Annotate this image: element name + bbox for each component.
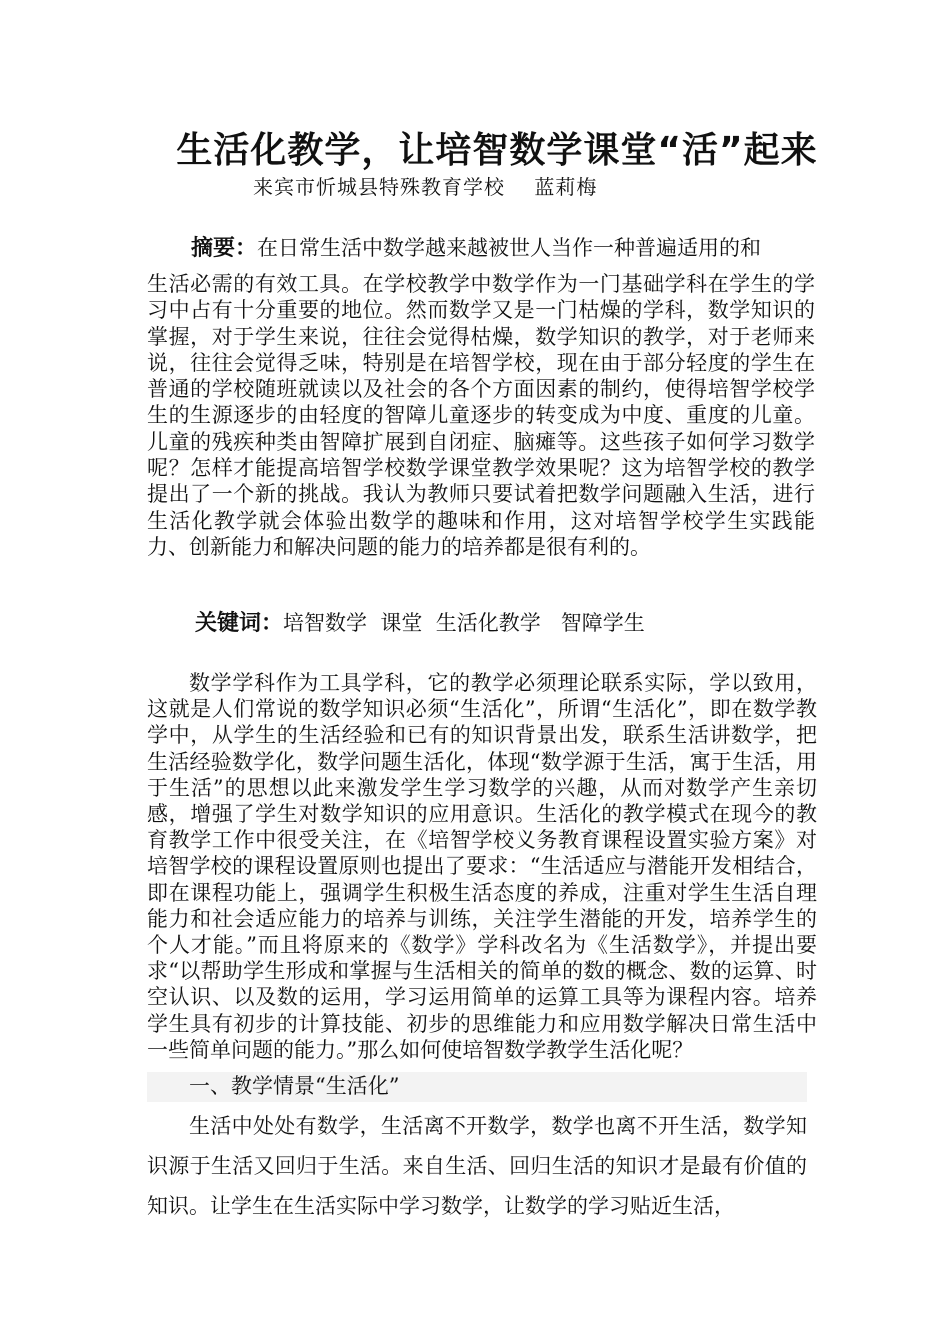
abstract-lead-line [147, 232, 815, 265]
keywords-text: 培智数学 课堂 生活化教学 智障学生 [283, 611, 645, 635]
abstract-text: 生活必需的有效工具。在学校教学中数学作为一门基础学科在学生的学习中占有十分重要的地位。然而数学又是一门枯燥的学科，数学知识的掌握，对于学生来说，往往会觉得枯燥，数学知识的教学，对于老师来说，往往会觉得乏味，特别是在培智学校，现在由于部分轻度的学生在普通的学校随班就读以及社会的各个方面因素的制约，使得培智学校学生的生源逐步的由轻度的智障儿童逐步的转变成为中度、重度的儿童。儿童的残疾种类由智障扩展到自闭症、脑瘫等。这些孩子如何学习数学呢？怎样才能提高培智学校数学课堂教学效果呢？这为培智学校的教学提出了一个新的挑战。我认为教师只要试着把数学问题融入生活，进行生活化教学就会体验出数学的趣味和作用，这对培智学校学生实践能力、创新能力和解决问题的能力的培养都是很有利的。 [147, 272, 815, 559]
section-paragraph: 生活中处处有数学，生活离不开数学，数学也离不开生活，数学知识源于生活又回归于生活。来自生活、回归生活的知识才是最有价值的知识。让学生在生活实际中学习数学，让数学的学习贴近生活， [147, 1114, 807, 1218]
keywords-line [195, 606, 645, 641]
intro-paragraph: 数学学科作为工具学科，它的教学必须理论联系实际，学以致用，这就是人们常说的数学知识必须“生活化”，所谓“生活化”，即在数学教学中，从学生的生活经验和已有的知识背景出发，联系生活讲数学，把生活经验数学化，数学问题生活化，体现“数学源于生活，寓于生活，用于生活”的思想以此来激发学生学习数学的兴趣，从而对数学产生亲切感，增强了学生对数学知识的应用意识。生活化的教学模式在现今的教育教学工作中很受关注，在《培智学校义务教育课程设置实验方案》对培智学校的课程设置原则也提出了要求：“生活适应与潜能开发相结合，即在课程功能上，强调学生积极生活态度的养成，注重对学生生活自理能力和社会适应能力的培养与训练，关注学生潜能的开发，培养学生的个人才能。”而且将原来的《数学》学科改名为《生活数学》，并提出要求“以帮助学生形成和掌握与生活相关的简单的数的概念、数的运算、时空认识、以及数的运用，学习运用简单的运算工具等为课程内容。培养学生具有初步的计算技能、初步的思维能力和应用数学解决日常生活中一些简单问题的能力。”那么如何使培智数学教学生活化呢？ [147, 671, 817, 1062]
author-line: 来宾市忻城县特殊教育学校 蓝莉梅 [253, 175, 598, 199]
abstract-lead-text: 在日常生活中数学越来越被世人当作一种普遍适用的和 [257, 236, 762, 260]
abstract-section [147, 232, 815, 560]
abstract-label: 摘要： [191, 236, 258, 261]
keywords-label: 关键词： [195, 611, 284, 636]
document-title: 生活化教学，让培智数学课堂“活”起来 [176, 130, 818, 171]
section-heading: 一、教学情景“生活化” [147, 1072, 807, 1102]
